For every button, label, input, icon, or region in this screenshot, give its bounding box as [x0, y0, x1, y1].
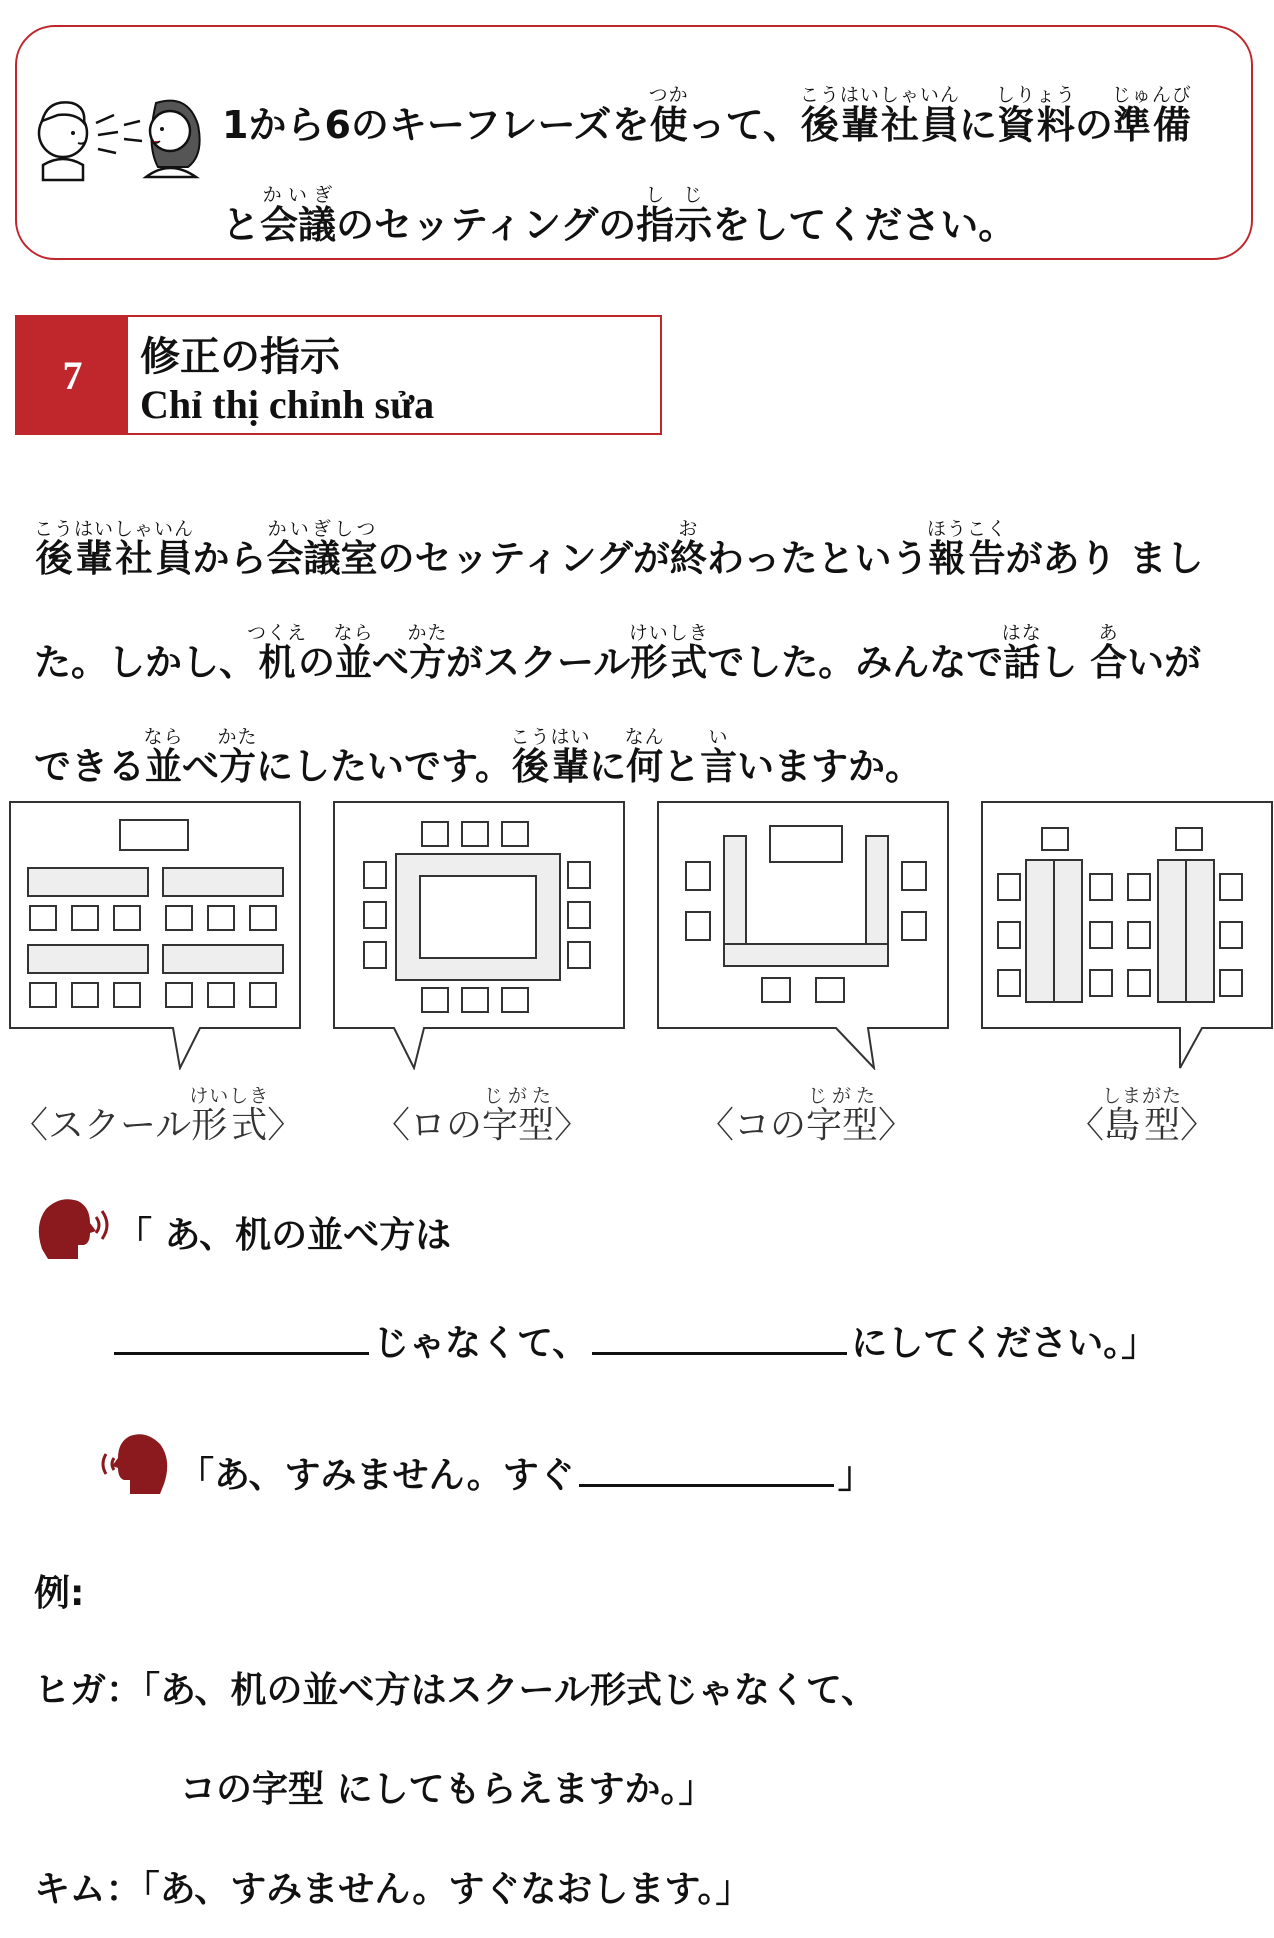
- paragraph-line-3: できる並ならべ方かたにしたいです。後輩こうはいに何なんと言いいますか。: [34, 726, 923, 788]
- furigana-word: 指示しじ: [636, 184, 713, 247]
- answer-blank-3[interactable]: [579, 1452, 834, 1487]
- junior-line: 「あ、すみません。すぐ 」: [178, 1452, 874, 1494]
- example-higa-line-1: ヒガ：「あ、机の並べ方はスクール形式じゃなくて、: [34, 1670, 878, 1711]
- island-layout-diagram: [980, 800, 1274, 1070]
- paragraph-line-2: た。しかし、机つくえの並ならべ方かたがスクール形式けいしきでした。みんなで話はなし 合あいが: [34, 622, 1202, 684]
- listening-head-icon: [100, 1430, 172, 1500]
- instruction-line-1: 1から6のキーフレーズを使つかって、後輩社員こうはいしゃいんに資料しりょうの準備じゅんび: [222, 84, 1192, 147]
- boss-line-2: じゃなくて、 にしてください。」: [110, 1320, 1157, 1362]
- section-title-vi: Chỉ thị chỉnh sửa: [140, 382, 435, 427]
- paragraph-line-1: 後輩社員こうはいしゃいんから会議室かいぎしつのセッティングが終おわったという報告ほうこくがあり まし: [34, 518, 1204, 580]
- caption-school: 〈スクール形式けいしき〉: [12, 1085, 304, 1146]
- answer-blank-2[interactable]: [592, 1320, 847, 1355]
- boss-line-1: 「 あ、机の並べ方は: [116, 1215, 452, 1256]
- furigana-word: 会議かいぎ: [260, 184, 337, 247]
- ro-shape-layout-diagram: [332, 800, 628, 1070]
- furigana-word: 使つか: [648, 84, 689, 147]
- answer-blank-1[interactable]: [114, 1320, 369, 1355]
- instruction-text: 1から6のキーフレーズを: [222, 103, 650, 147]
- example-higa-line-2: コの字型 にしてもらえますか。」: [180, 1769, 715, 1810]
- furigana-word: 準備じゅんび: [1111, 84, 1192, 147]
- instruction-line-2: と会議かいぎのセッティングの指示しじをしてください。: [222, 184, 1017, 247]
- speaking-head-icon: [34, 1195, 110, 1267]
- example-kim-line: キム：「あ、すみません。すぐなおします。」: [34, 1869, 752, 1910]
- section-title-ja: 修正の指示: [140, 334, 340, 380]
- ko-shape-layout-diagram: [656, 800, 952, 1070]
- section-number: 7: [17, 317, 128, 433]
- school-layout-diagram: [8, 800, 304, 1070]
- furigana-word: 後輩社員こうはいしゃいん: [799, 84, 960, 147]
- example-label: 例:: [34, 1573, 85, 1614]
- section-header: [15, 315, 662, 435]
- furigana-word: 資料しりょう: [995, 84, 1076, 147]
- talking-people-illustration: [28, 85, 208, 189]
- caption-shima: 〈島型しまがた〉: [1068, 1085, 1217, 1146]
- caption-ko: 〈コの字型じがた〉: [698, 1085, 915, 1146]
- caption-ro: 〈ロの字型じがた〉: [374, 1085, 591, 1146]
